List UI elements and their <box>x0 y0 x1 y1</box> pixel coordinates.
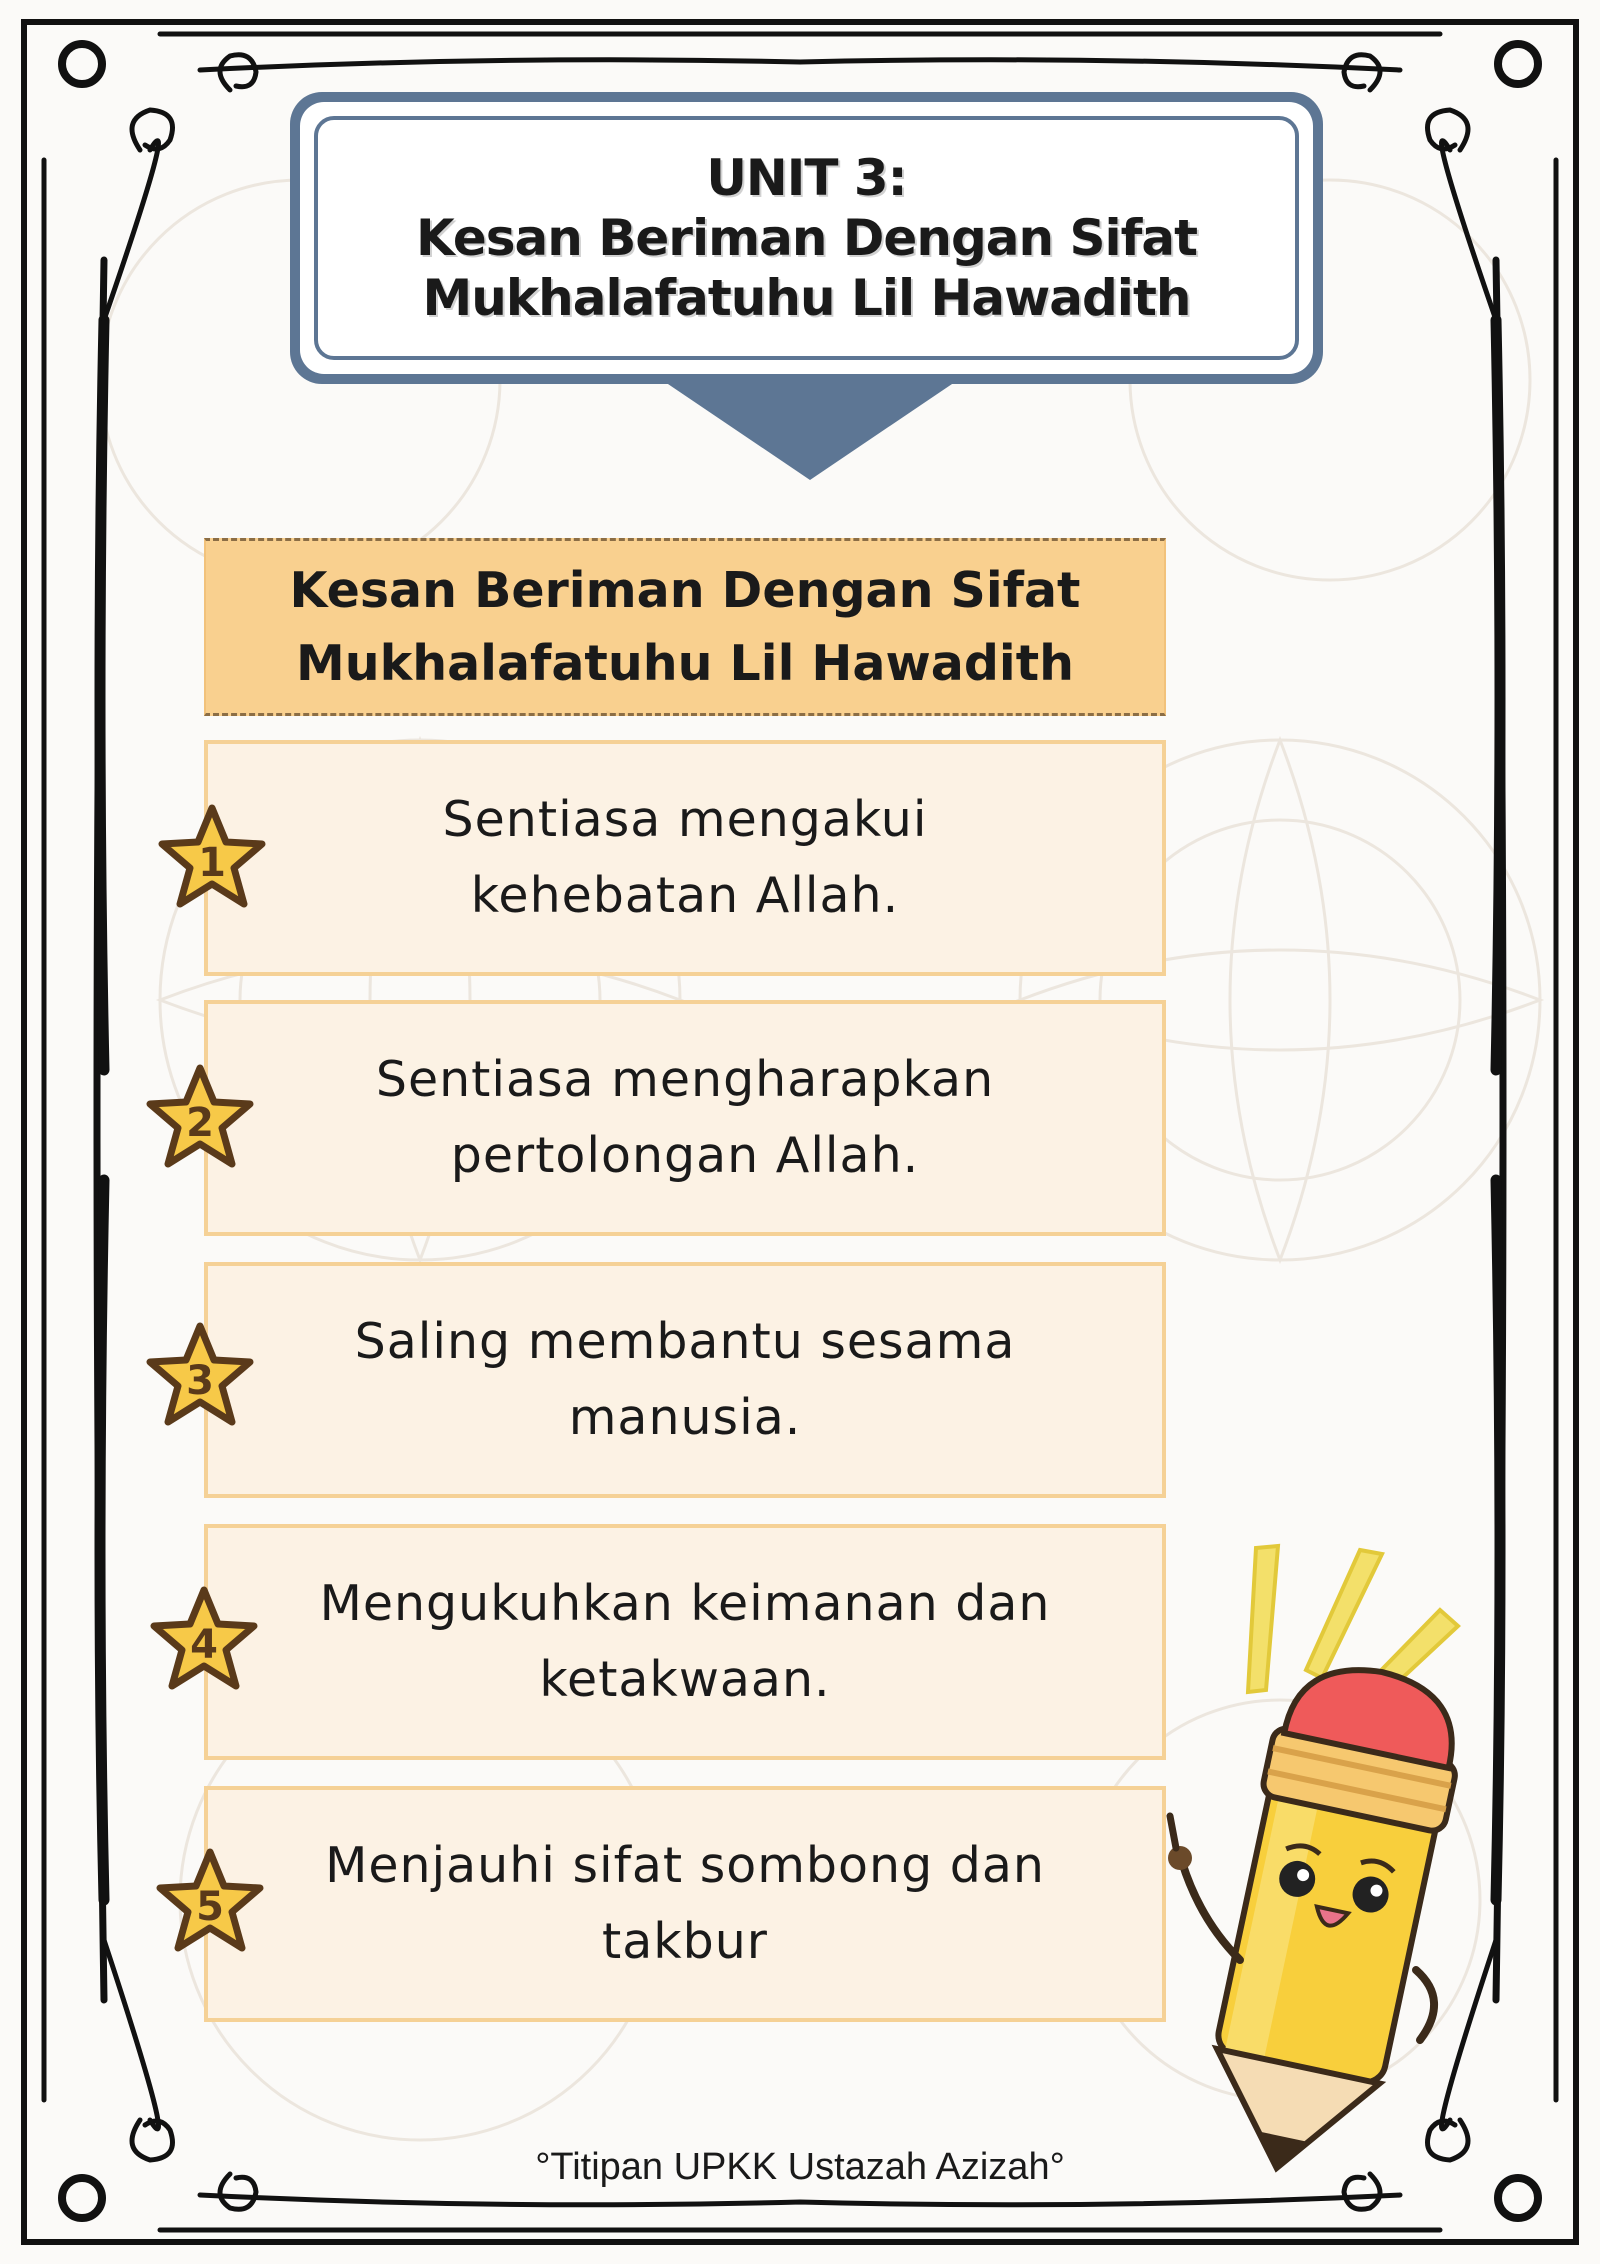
item-text-line-2: ketakwaan. <box>539 1651 831 1708</box>
list-item <box>204 1000 1166 1236</box>
star-number: 2 <box>186 1100 214 1146</box>
list-item <box>204 1786 1166 2022</box>
star-number-icon <box>140 1318 260 1438</box>
item-text-line-1: Sentiasa mengharapkan <box>375 1051 995 1109</box>
item-text-line-2: takbur <box>602 1913 768 1970</box>
title-banner <box>290 92 1323 384</box>
star-number: 4 <box>190 1622 218 1668</box>
item-text-line-1: Sentiasa mengakui <box>442 791 928 849</box>
section-header <box>204 538 1166 716</box>
list-item <box>204 1524 1166 1760</box>
star-number: 3 <box>186 1358 214 1404</box>
item-text-line-1: Mengukuhkan keimanan dan <box>319 1575 1051 1633</box>
star-number: 5 <box>196 1884 224 1930</box>
star-number-icon <box>150 1844 270 1964</box>
item-text-line-1: Menjauhi sifat sombong dan <box>325 1837 1045 1895</box>
star-number-icon <box>152 800 272 920</box>
star-number: 1 <box>198 840 226 886</box>
unit-label: UNIT 3: <box>706 149 907 207</box>
title-banner-inner <box>300 102 1313 374</box>
title-line-2: Mukhalafatuhu Lil Hawadith <box>422 269 1191 327</box>
footer-credit: °Titipan UPKK Ustazah Azizah° <box>535 2146 1065 2188</box>
list-item <box>204 1262 1166 1498</box>
title-banner-text <box>314 116 1299 360</box>
item-text-line-1: Saling membantu sesama <box>354 1313 1016 1371</box>
star-number-icon <box>140 1060 260 1180</box>
item-text-line-2: manusia. <box>568 1389 802 1446</box>
list-item <box>204 740 1166 976</box>
item-text-line-2: kehebatan Allah. <box>470 867 900 924</box>
banner-pointer-arrow <box>665 382 955 482</box>
item-text-line-2: pertolongan Allah. <box>450 1127 920 1184</box>
title-line-1: Kesan Beriman Dengan Sifat <box>415 209 1198 267</box>
star-number-icon <box>144 1582 264 1702</box>
section-header-line-2: Mukhalafatuhu Lil Hawadith <box>295 635 1075 692</box>
section-header-line-1: Kesan Beriman Dengan Sifat <box>289 561 1081 619</box>
pencil-mascot-icon <box>1120 1540 1480 2180</box>
